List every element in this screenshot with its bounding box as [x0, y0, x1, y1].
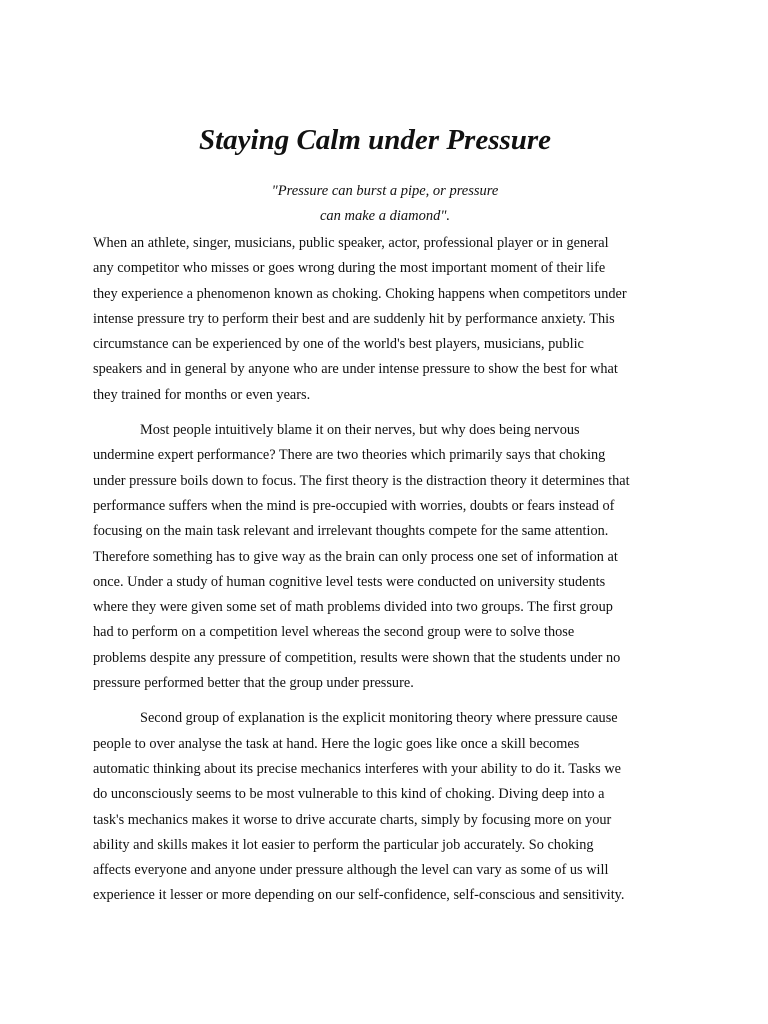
text-line: circumstance can be experienced by one of the world's best players, musicians, public [93, 336, 584, 353]
epigraph-quote [0, 179, 768, 229]
text-line: speakers and in general by anyone who are under intense pressure to show the best for what [93, 361, 618, 378]
text-line: under pressure boils down to focus. The first theory is the distraction theory it determines that [93, 472, 630, 489]
epigraph-line: "Pressure can burst a pipe, or pressure [271, 183, 499, 199]
paragraph-3 [93, 706, 648, 908]
text-line: pressure performed better that the group under pressure. [93, 675, 414, 692]
document-title: Staying Calm under Pressure [198, 124, 552, 156]
text-line: they trained for months or even years. [93, 386, 311, 403]
text-line: ability and skills makes it lot easier to perform the particular job accurately. So choking [93, 836, 594, 853]
text-line: where they were given some set of math problems divided into two groups. The first group [93, 599, 613, 616]
text-line: performance suffers when the mind is pre-occupied with worries, doubts or fears instead of [93, 497, 615, 514]
paragraph-1 [93, 231, 648, 408]
text-line: focusing on the main task relevant and irrelevant thoughts compete for the same attention. [93, 523, 609, 540]
text-line: they experience a phenomenon known as choking. Choking happens when competitors under [93, 285, 627, 302]
paragraph-2 [93, 418, 648, 696]
document-body [93, 231, 648, 909]
text-line: experience it lesser or more depending on our self-confidence, self-conscious and sensitivity. [93, 887, 625, 904]
text-line: do unconsciously seems to be most vulnerable to this kind of choking. Diving deep into a [93, 786, 605, 803]
text-line: automatic thinking about its precise mechanics interferes with your ability to do it. Tasks we [93, 760, 621, 777]
text-line: had to perform on a competition level whereas the second group were to solve those [93, 624, 575, 641]
text-line: affects everyone and anyone under pressure although the level can vary as some of us will [93, 862, 609, 879]
text-line: task's mechanics makes it worse to drive accurate charts, simply by focusing more on your [93, 811, 612, 828]
text-line: any competitor who misses or goes wrong during the most important moment of their life [93, 260, 606, 277]
text-line: once. Under a study of human cognitive level tests were conducted on university students [93, 573, 606, 590]
text-line: problems despite any pressure of competition, results were shown that the students under no [93, 649, 621, 666]
text-line: Therefore something has to give way as the brain can only process one set of information at [93, 548, 618, 565]
text-line: undermine expert performance? There are two theories which primarily says that choking [93, 447, 606, 464]
text-line: When an athlete, singer, musicians, public speaker, actor, professional player or in general [93, 235, 609, 251]
epigraph-line: can make a diamond". [319, 208, 451, 224]
text-line: Most people intuitively blame it on their nerves, but why does being nervous [140, 422, 580, 439]
text-line: intense pressure try to perform their best and are suddenly hit by performance anxiety. This [93, 310, 615, 327]
text-line: people to over analyse the task at hand. Here the logic goes like once a skill becomes [93, 735, 580, 752]
text-line: Second group of explanation is the explicit monitoring theory where pressure cause [140, 710, 618, 727]
